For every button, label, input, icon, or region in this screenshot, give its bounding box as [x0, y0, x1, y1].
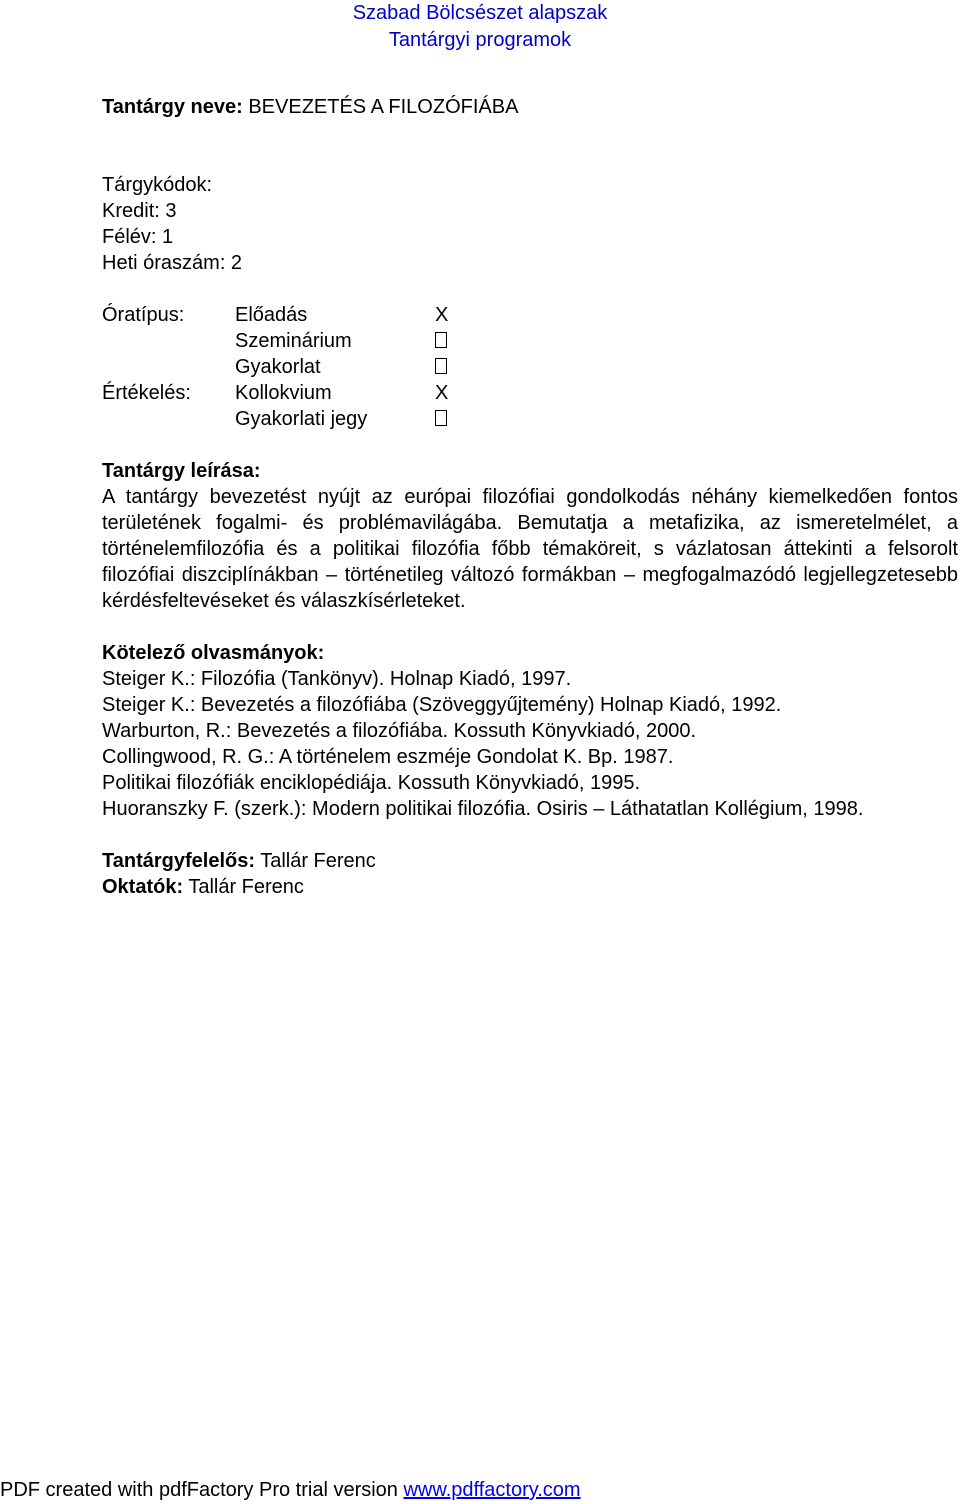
- responsible-value: Tallár Ferenc: [255, 850, 376, 872]
- type-row-name: Gyakorlat: [235, 356, 321, 378]
- course-instructors: [102, 874, 958, 900]
- pdf-footer: [0, 1476, 581, 1504]
- empty-checkbox-icon: [435, 358, 447, 374]
- type-row-name: Előadás: [235, 304, 308, 326]
- course-credit: Kredit: 3: [102, 200, 177, 222]
- reading-item: Steiger K.: Filozófia (Tankönyv). Holnap Kiadó, 1997.: [102, 668, 572, 690]
- reading-item: Politikai filozófiák enciklopédiája. Kossuth Könyvkiadó, 1995.: [102, 772, 641, 794]
- type-row-label: Óratípus:: [102, 304, 185, 326]
- reading-item: Steiger K.: Bevezetés a filozófiába (Szöveggyűjtemény) Holnap Kiadó, 1992.: [102, 694, 782, 716]
- type-row-label: Értékelés:: [102, 382, 191, 404]
- footer-text: PDF created with pdfFactory Pro trial version: [0, 1479, 404, 1501]
- type-row-name: Szeminárium: [235, 330, 352, 352]
- course-weekly-hours: Heti óraszám: 2: [102, 252, 243, 274]
- check-mark: X: [435, 382, 449, 404]
- readings-section: [102, 640, 958, 822]
- type-row-name: Kollokvium: [235, 382, 332, 404]
- type-row-label: [102, 406, 235, 432]
- footer-link[interactable]: www.pdffactory.com: [403, 1479, 581, 1501]
- reading-item: Huoranszky F. (szerk.): Modern politikai filozófia. Osiris – Láthatatlan Kollégium, 1998.: [102, 798, 864, 820]
- type-row-label: [102, 354, 235, 380]
- empty-checkbox-icon: [435, 410, 447, 426]
- instructors-label: Oktatók:: [102, 876, 184, 898]
- responsible-label: Tantárgyfelelős:: [102, 850, 255, 872]
- description-heading: Tantárgy leírása:: [102, 460, 261, 482]
- check-mark: X: [435, 304, 449, 326]
- reading-item: Warburton, R.: Bevezetés a filozófiába. Kossuth Könyvkiadó, 2000.: [102, 720, 697, 742]
- document-body: [102, 94, 958, 900]
- program-subtitle: Tantárgyi programok: [388, 29, 572, 51]
- readings-heading: Kötelező olvasmányok:: [102, 642, 325, 664]
- instructors-value: Tallár Ferenc: [183, 876, 304, 898]
- course-code: Tárgykódok:: [102, 174, 213, 196]
- type-row-name: Gyakorlati jegy: [235, 408, 368, 430]
- empty-checkbox-icon: [435, 332, 447, 348]
- course-semester: Félév: 1: [102, 226, 174, 248]
- course-type-table: [102, 302, 958, 432]
- page-header: [0, 0, 960, 54]
- course-responsible: [102, 848, 958, 874]
- description-section: [102, 458, 958, 614]
- type-row-label: [102, 328, 235, 354]
- program-title: Szabad Bölcsészet alapszak: [352, 2, 608, 24]
- course-meta: [102, 172, 958, 276]
- description-text: A tantárgy bevezetést nyújt az európai filozófiai gondolkodás néhány kiemelkedően fontos területének fogalmi- és problémavilágába. Bemutatja a metafizika, az ismeretelmélet, a történelemfilozófia és a politikai filozófia főbb témaköreit, s vázlatosan áttekinti a felsorolt filozófiai diszciplínákban – történetileg változó formákban – megfogalmazódó legjellegzetesebb kérdésfeltevéseket és válaszkísérleteket.: [102, 486, 958, 612]
- course-title-value: BEVEZETÉS A FILOZÓFIÁBA: [242, 96, 519, 118]
- reading-item: Collingwood, R. G.: A történelem eszméje Gondolat K. Bp. 1987.: [102, 746, 674, 768]
- course-title-label: Tantárgy neve:: [102, 96, 243, 118]
- course-title: [102, 94, 958, 120]
